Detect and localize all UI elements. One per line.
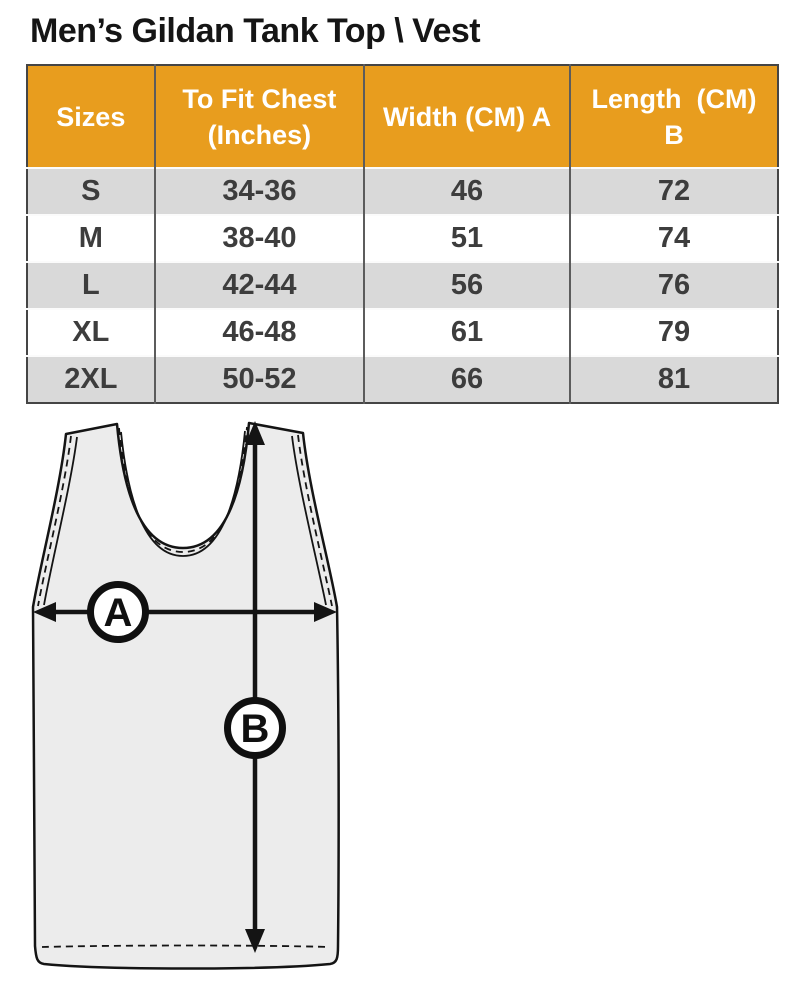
chest-cell: 34-36 <box>155 168 365 215</box>
header-row <box>27 65 778 168</box>
size-table <box>26 64 779 404</box>
length-cell: 72 <box>657 175 691 207</box>
header-sizes <box>27 65 155 168</box>
table-row <box>27 215 778 262</box>
chest-cell: 38-40 <box>155 215 365 262</box>
header-line: To Fit Chest <box>182 83 337 114</box>
length-cell: 76 <box>657 269 691 301</box>
size-cell: M <box>27 215 155 262</box>
tank-top-diagram <box>0 415 400 985</box>
header-line: Sizes <box>56 101 126 132</box>
width-cell: 61 <box>364 309 570 356</box>
size-cell: XL <box>27 309 155 356</box>
table-row <box>27 356 778 403</box>
size-table-body <box>27 168 778 403</box>
width-cell: 56 <box>364 262 570 309</box>
table-row <box>27 262 778 309</box>
chest-cell: 46-48 <box>155 309 365 356</box>
header-line: (Inches) <box>207 119 312 150</box>
length-label-badge <box>228 701 283 756</box>
header-line: B <box>664 119 684 150</box>
width-label-badge <box>91 585 146 640</box>
header-chest <box>155 65 365 168</box>
length-cell: 79 <box>657 316 691 348</box>
table-row <box>27 309 778 356</box>
garment-outline <box>33 423 339 969</box>
width-cell: 51 <box>364 215 570 262</box>
length-cell: 81 <box>657 363 691 395</box>
header-length <box>570 65 778 168</box>
length-label: B <box>240 707 270 751</box>
length-cell: 74 <box>657 222 691 254</box>
chest-cell: 42-44 <box>155 262 365 309</box>
size-cell: L <box>27 262 155 309</box>
size-table-header <box>27 65 778 168</box>
size-cell: 2XL <box>27 356 155 403</box>
table-row <box>27 168 778 215</box>
page-title: Men’s Gildan Tank Top \ Vest <box>30 12 481 50</box>
width-cell: 46 <box>364 168 570 215</box>
header-line: Length (CM) <box>591 83 757 114</box>
size-cell: S <box>27 168 155 215</box>
width-cell: 66 <box>364 356 570 403</box>
header-width <box>364 65 570 168</box>
chest-cell: 50-52 <box>155 356 365 403</box>
width-label: A <box>103 591 133 635</box>
header-line: Width (CM) A <box>382 101 552 132</box>
